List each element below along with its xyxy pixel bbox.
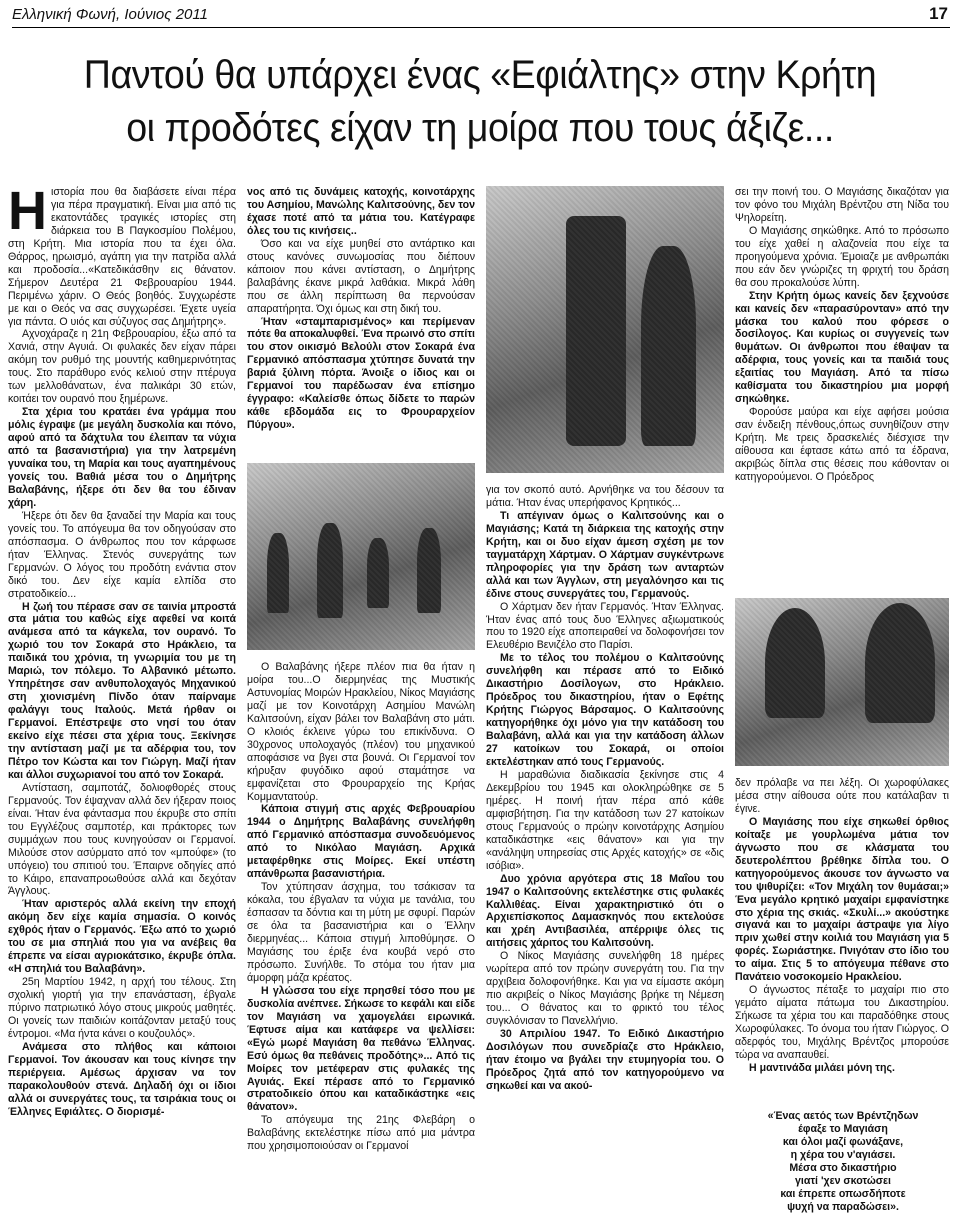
header-rule	[12, 27, 950, 28]
article-paragraph: Ανάμεσα στο πλήθος και κάποιοι Γερμανοί. Τον άκουσαν και τους κίνησε την περιέργεια. Αμέσως άρχισαν να τον παρακολουθούν στενά. Δηλαδή όχι οι ίδιοι αλλά οι συνεργάτες τους, τα τσιράκια τους οι Έλληνες Εφιάλτες. Ο διορισμέ-	[8, 1040, 236, 1118]
article-paragraph: Η μαντινάδα μιλάει μόνη της.	[749, 1061, 895, 1074]
article-column-4-top	[735, 186, 949, 590]
photo-crowd-scene	[247, 463, 475, 650]
article-paragraph: Αχνοχάραζε η 21η Φεβρουαρίου, έξω από τα Χανιά, στην Αγυιά. Οι φυλακές δεν είχαν πάρει ακόμη τον ρυθμό της μουντής καθημερινότητας τους. Στο παράθυρο ενός κελιού στην πτέρυγα των μελλοθάνατων, ένα παλικάρι 30 ετών, κοιτάει τον ουρανό που ξημέρωνε.	[8, 328, 236, 406]
article-paragraph: ιστορία που θα διαβάσετε είναι πέρα για πέρα πραγματική. Είναι μια από τις εκατοντάδες τραγικές ιστορίες στη διάρκεια του Β Παγκοσμίου Πολέμου, στη Κρήτη. Μια ιστορία που τα έχει όλα. Θάρρος, ηρωισμό, αγάπη για την πατρίδα αλλά και προδοσία...«Κατεδικάσθην εις θάνατον. Σήμερον Δευτέρα 21 Φεβρουαρίου 1944. Περιμένω χάριν. Ο Θεός βοηθός. Συγχωρέστε με και ο Θεός να σας συγχωρέσει. Έχετε υγεία για πάντα. Ο υιός και σύζυγος σας Δημήτρης».	[8, 186, 236, 328]
article-paragraph: Στην Κρήτη όμως κανείς δεν ξεχνούσε και κανείς δεν «παρασύρονταν» από την μάσκα του καλού που φόρεσε ο δοσίλογος. Και κυρίως οι συγγενείς των θυμάτων. Οι άνθρωποι που έθαψαν τα αδέρφια, τους γονείς και τα παιδιά τους εξαιτίας του Μαγιάση. Από τα πίσω καθίσματα του δικαστηρίου μια μορφή σηκώθηκε.	[735, 289, 949, 406]
quote-line: «Ένας αετός των Βρέντζηδων	[767, 1110, 919, 1122]
photo-execution-site	[735, 598, 949, 766]
article-paragraph: 30 Απριλίου 1947. Το Ειδικό Δικαστήριο Δοσιλόγων που συνεδρίαζε στο Ηράκλειο, ήταν έτοιμο να βγάλει την ετυμηγορία του. Ο Πρόεδρος ζητά από τον κατηγορούμενο να σηκωθεί και να ακού-	[486, 1028, 724, 1092]
page-number: 17	[929, 4, 948, 23]
quote-line: και έπρεπε οπωσδήποτε	[780, 1187, 906, 1200]
quote-line: έφαξε το Μαγιάση	[798, 1122, 888, 1135]
article-paragraph: Ήταν «σταμπαρισμένος» και περίμεναν πότε θα αποκαλυφθεί. Ένα πρωινό στο σπίτι του στον οικισμό Βελούλι στον Σοκαρά ένα Γερμανικό απόσπασμα χτύπησε δυνατά την βαριά ξύλινη πόρτα. Άνοιξε ο ίδιος και οι Γερμανοί του παρέδωσαν ένα επίσημο έγγραφο: «Καλείσθε όπως δίδετε το παρών κάθε εβδομάδα εις το Φρουραρχείον Πύργου».	[247, 315, 475, 432]
page-header	[12, 4, 950, 26]
article-paragraph: Η γλώσσα του είχε πρησθεί τόσο που με δυσκολία ανέπνεε. Σήκωσε το κεφάλι και είδε τον Μαγιάση να χαμογελάει ειρωνικά. Έφτυσε αίμα και κατάφερε να ψελλίσει: «Εγώ μωρέ Μαγιάση θα πεθάνω Έλληνας. Εσύ όμως θα πεθάνεις προδότης»... Από τις Μοίρες τον μετέφεραν στις φυλακές της Αγυιάς. Εκεί πέρασε από το Γερμανικό στρατοδικείο όπου και καταδικάστηκε «εις θάνατον».	[247, 984, 475, 1114]
photo-officer	[641, 246, 696, 446]
article-paragraph: Όσο και να είχε μυηθεί στο αντάρτικο και στους κανόνες συνωμοσίας που διέπουν κάποιον που κάνει αντίσταση, ο Δημήτρης βαλαβάνης έκανε μικρά λαθάκια. Μικρά λάθη που σε άλλη περίπτωση θα περνούσαν απαρατήρητα. Όχι όμως και στη δική του.	[247, 237, 475, 315]
headline-line-2: οι προδότες είχαν τη μοίρα που τους άξιζε...	[126, 106, 834, 150]
article-paragraph: Φορούσε μαύρα και είχε αφήσει μούσια σαν ένδειξη πένθους,όπως συνηθίζουν στην Κρήτη. Με τρεις δρασκελιές διέσχισε την αίθουσα και έφτασε κάτω από τα έδρανα, ακριβώς δίπλα στις θέσεις που κάθονταν οι κατηγορούμενοι. Ο Πρόεδρος	[735, 406, 949, 483]
photo-tree	[765, 608, 825, 718]
article-paragraph: δεν πρόλαβε να πει λέξη. Οι χωροφύλακες μέσα στην αίθουσα ούτε που κατάλαβαν τι έγινε.	[735, 777, 949, 815]
quote-line: η χέρα του ν'αγιάσει.	[790, 1148, 896, 1161]
article-paragraph: Ο Μαγιάσης σηκώθηκε. Από το πρόσωπο του είχε χαθεί η αλαζονεία που είχε τα προηγούμενα χρόνια. Έμοιαζε με ανθρωπάκι που εάν δεν γνώριζες τη φριχτή του δράση θα σου προκαλούσε λύπη.	[735, 224, 949, 289]
article-paragraph: Τον χτύπησαν άσχημα, του τσάκισαν τα κόκαλα, του έβγαλαν τα νύχια με τανάλια, του έσπασαν τα δόντια και τη μύτη με σφυρί. Παρών σε όλα τα βασανιστήρια και ο Έλλην διερμηνέας... Κάποια στιγμή λιποθύμησε. Ο Μαγιάσης του έριξε ένα κουβά νερό στο πρόσωπο. Συνήλθε. Το στόμα του ήταν μια άμορφη μάζα κρέατος.	[247, 881, 475, 984]
article-paragraph: Δυο χρόνια αργότερα στις 18 Μαΐου του 1947 ο Καλιτσούνης εκτελέστηκε στις φυλακές Καλλιθέας. Είναι χαρακτηριστικό ότι ο Αρχιεπίσκοπος Δαμασκηνός που εκτελούσε και χρέη Αντιβασιλέα, απέρριψε όλες τις αιτήσεις χάριτος του Καλιτσούνη.	[486, 872, 724, 950]
article-paragraph: Ο Χάρτμαν δεν ήταν Γερμανός. Ήταν Έλληνας. Ήταν ένας από τους δυο Έλληνες αξιωματικούς που το 1920 είχε αποπειραθεί να δολοφονήσει τον Ελευθέριο Βενιζέλο στο Παρίσι.	[486, 600, 724, 652]
article-paragraph: για τον σκοπό αυτό. Αρνήθηκε να του δέσουν τα μάτια. Ήταν ένας υπερήφανος Κρητικός...	[486, 484, 724, 509]
article-paragraph: Η ζωή του πέρασε σαν σε ταινία μπροστά στα μάτια του καθώς είχε αφεθεί να κοιτά ανάμεσα από τα κάγκελα, τον ουρανό. Το χωριό του τον Σοκαρά στο Ηράκλειο, τα παιδικά του χρόνια, τη γνωριμία του με τη Μαριώ, τον πόλεμο. Το Αλβανικό μέτωπο. Υπηρέτησε σαν ανθυπολοχαγός Μηχανικού στη χιονισμένη Πίνδο όταν παίρναμε φαλάγγι τους Ιταλούς. Μετά ήρθαν οι Γερμανοί. Επέστρεψε στο νησί του όταν εκείνο είχε πέσει στα χέρια τους. Ξεκίνησε την αντίσταση μαζί με τα αδέρφια του, τον Πέτρο τον Κώστα και τον Γιώργη. Μαζί ήταν και άλλοι συχωριανοί του από τον Σοκαρά.	[8, 600, 236, 781]
photo-tree	[865, 603, 935, 723]
article-paragraph: Ο Μαγιάσης που είχε σηκωθεί όρθιος κοίταξε με γουρλωμένα μάτια τον άγνωστο που σε κλάσματα του δευτερολέπτου βρέθηκε δίπλα του. Ο κατηγορούμενος άκουσε τον άγνωστο να του ψιθυρίζει: «Τον Μιχάλη τον θυμάσαι;» Ένα μεγάλο κρητικό μαχαίρι εμφανίστηκε στο χέρια της σκιάς. «Σκυλί...» ακούστηκε σιγανά και το μαχαίρι άστραψε για λίγο πριν χωθεί στην κοιλιά του Μαγιάση για 5 φορές. Σωριάστηκε. Πνιγόταν στο ίδιο του το αίμα. Στις 5 το απόγευμα πέθανε στο Πανάτειο νοσοκομείο Ηρακλείου.	[735, 815, 949, 984]
quote-line: γιατί 'χεν σκοτώσει	[794, 1174, 892, 1187]
newspaper-date: Ελληνική Φωνή, Ιούνιος 2011	[12, 6, 208, 23]
article-column-4-bottom	[735, 777, 949, 1107]
article-paragraph: Τι απέγιναν όμως ο Καλιτσούνης και ο Μαγιάσης; Κατά τη διάρκεια της κατοχής στην Κρήτη, και οι δυο είχαν άμεση σχέση με τον ταγματάρχη Χάρτμαν. Ο Χάρτμαν συγκέντρωνε πληροφορίες για την δράση των ανταρτών αλλά και των Άγγλων, στη μεγαλόνησο και τις έδινε στους συνεργάτες του, Γερμανούς.	[486, 509, 724, 600]
article-paragraph: Ο Νίκος Μαγιάσης συνελήφθη 18 ημέρες νωρίτερα από τον πρώην συνεργάτη του. Για την αρχιβεια δολοφονήθηκε. Και για να είμαστε ακόμη πιο ακριβείς ο Νίκος Μαγιάσης βρήκε τη Νέμεση του... Ο θάνατος και το φρικτό του τέλος συγκλόνισαν το Πανελλήνιο.	[486, 950, 724, 1028]
article-paragraph: Με το τέλος του πολέμου ο Καλιτσούνης συνελήφθη και πέρασε από το Ειδικό Δικαστήριο Δοσίλογων, στο Ηράκλειο. Πρόεδρος του δικαστηρίου, ήταν ο Εφέτης Κρήτης Γιώργος Βάρσαμος. Ο Καλιτσούνης κατηγορήθηκε όχι μόνο για την κατάδοση του Βαλαβάνη, αλλά και για την κατάδοση άλλων 27 κατοίκων του Σοκαρά, οι οποίοι εκτελέστηκαν από τους Γερμανούς.	[486, 652, 724, 769]
photo-figure	[417, 528, 441, 613]
photo-figure	[367, 538, 389, 608]
headline-line-1: Παντού θα υπάρχει ένας «Εφιάλτης» στην Κρήτη	[83, 53, 877, 97]
article-paragraph: νος από τις δυνάμεις κατοχής, κοινοτάρχης του Ασημίου, Μανώλης Καλιτσούνης, δεν τον έχασε ποτέ από τα μάτια του. Κατέγραφε όλες του τις κινήσεις..	[247, 186, 475, 237]
article-paragraph: Η μαραθώνια διαδικασία ξεκίνησε στις 4 Δεκεμβρίου του 1945 και ολοκληρώθηκε σε 5 ημέρες. Η ποινή ήταν πέρα από κάθε αμφισβήτηση. Για την κατάδοση των 27 κατοίκων στους Γερμανούς ο πρώην κοινοτάρχης Ασημίου καταδικάστηκε «εις θάνατον» και για την «ανάληψη υπηρεσίας στις Αρχές κατοχής» σε «δις ισόβια».	[486, 768, 724, 872]
article-column-2-bottom	[247, 661, 475, 1197]
quote-line: ψυχή να παραδώσει».	[787, 1200, 899, 1213]
article-column-2-top	[247, 186, 475, 456]
article-paragraph: Ήξερε ότι δεν θα ξαναδεί την Μαρία και τους γονείς του. Το απόγευμα θα τον οδηγούσαν στο απόσπασμα. Ο άνθρωπος που τον κάρφωσε ήταν Έλληνας. Στενός συνεργάτης των Γερμανών. Ο λόγος του προδότη ενάντια στον δικό του. Δεν είχε καμία ελπίδα στο στρατοδικείο...	[8, 509, 236, 600]
article-paragraph: Το απόγευμα της 21ης Φλεβάρη ο Βαλαβάνης εκτελέστηκε πίσω από μια μάντρα που χρησιμοποιούσαν οι Γερμανοί	[247, 1114, 475, 1153]
article-paragraph: Στα χέρια του κρατάει ένα γράμμα που μόλις έγραψε (με μεγάλη δυσκολία και πόνο, αφού από τα δάχτυλα του έλειπαν τα νύχια από τα βασανιστήρια) για την λατρεμένη γυναίκα του, τη Μαρία και τους αγαπημένους γονείς του. Βαθιά μέσα του ο Δημήτρης Βαλαβάνης, ήξερε ότι δεν θα του έδιναν χάρη.	[8, 406, 236, 509]
mantinada-quote	[738, 1110, 948, 1214]
article-paragraph: 25η Μαρτίου 1942, η αρχή του τέλους. Στη σχολική γιορτή για την επανάσταση, έβγαλε πύρινο πατριωτικό λόγο στους μικρούς μαθητές. Οι γονείς των παιδιών κοιτάζονταν μεταξύ τους έντρομοι. «Μα ήντα κάνει ο κουζουλός».	[8, 976, 236, 1040]
drop-cap: Η	[8, 181, 47, 241]
article-paragraph: Κάποια στιγμή στις αρχές Φεβρουαρίου 1944 ο Δημήτρης Βαλαβάνης συνελήφθη από Γερμανικό απόσπασμα συνοδευόμενος από το Νικόλαο Μαγιάση. Αρχικά μεταφέρθηκε στις Μοίρες. Εκεί υπέστη απάνθρωπα βασανιστήρια.	[247, 803, 475, 881]
quote-line: Μέσα στο δικαστήριο	[789, 1161, 897, 1174]
article-paragraph: Ο Βαλαβάνης ήξερε πλέον πια θα ήταν η μοίρα του...Ο διερμηνέας της Μυστικής Αστυνομίας Μοιρών Ηρακλείου, Νίκος Μαγιάσης μαζί με τον Κοινοτάρχη Ασημίου Μανώλη Καλιτσούνη, είχαν βάλει τον Βαλαβάνη στο μάτι. Ο κλοιός έκλεινε γύρω του επικίνδυνα. Ο 30χρονος υπολοχαγός (πλέον) του μηχανικού αποφάσισε να βγει στα βουνά. Οι Γερμανοί τον κήρυξαν φυγόδικο αφού σταμάτησε να εμφανίζεται στο Φρουραρχείο της Κρήας Κομμαντατούρ.	[247, 661, 475, 803]
photo-hooded-figure	[566, 216, 626, 446]
photo-figure	[267, 533, 289, 613]
photo-hooded-informer	[486, 186, 724, 473]
article-paragraph: Ήταν αριστερός αλλά εκείνη την εποχή ακόμη δεν είχε καμία σημασία. Ο κοινός εχθρός ήταν ο Γερμανός. Έξω από το χωριό του σε μια σπηλιά που για να ανέβεις θα έπρεπε να είσαι αγριοκάτσικο, έκρυβε όπλα. «Η σπηλιά του Βαλαβάνη».	[8, 898, 236, 976]
article-paragraph: σει την ποινή του. Ο Μαγιάσης δικαζόταν για τον φόνο του Μιχάλη Βρέντζου στη Νίδα του Ψηλορείτη.	[735, 186, 949, 224]
article-column-3	[486, 484, 724, 1197]
photo-figure	[317, 523, 343, 618]
article-paragraph: Αντίσταση, σαμποτάζ, δολιοφθορές στους Γερμανούς. Τον έψαχναν αλλά δεν ήξεραν ποιος είναι. Ήταν ένα φάντασμα που έκρυβε στο σπίτι του Εγγλέζους σαμποτέρ, και πράκτορες των συμμάχων που τους κυνηγούσαν οι Γερμανοί. Μιλούσε στον ασύρματο από τον «μπούφε» (το υπόγειο) του σπιτιού του. Έπαιρνε οδηγίες από το Κάιρο, επαναπροωθούσε αλλά και δεχόταν Άγγλους.	[8, 781, 236, 898]
quote-line: και όλοι μαζί φωνάξανε,	[782, 1135, 904, 1148]
article-paragraph: Ο άγνωστος πέταξε το μαχαίρι πιο στο γεμάτο αίματα πάτωμα του Δικαστηρίου. Σήκωσε τα χέρια του και παραδόθηκε στους Χωροφύλακες. Το όνομα του ήταν Γιώργος. Ο αδερφός του, Μιχάλης Βρέντζος μπορούσε τώρα να αναπαυθεί.	[735, 984, 949, 1062]
article-column-1	[8, 181, 236, 1196]
